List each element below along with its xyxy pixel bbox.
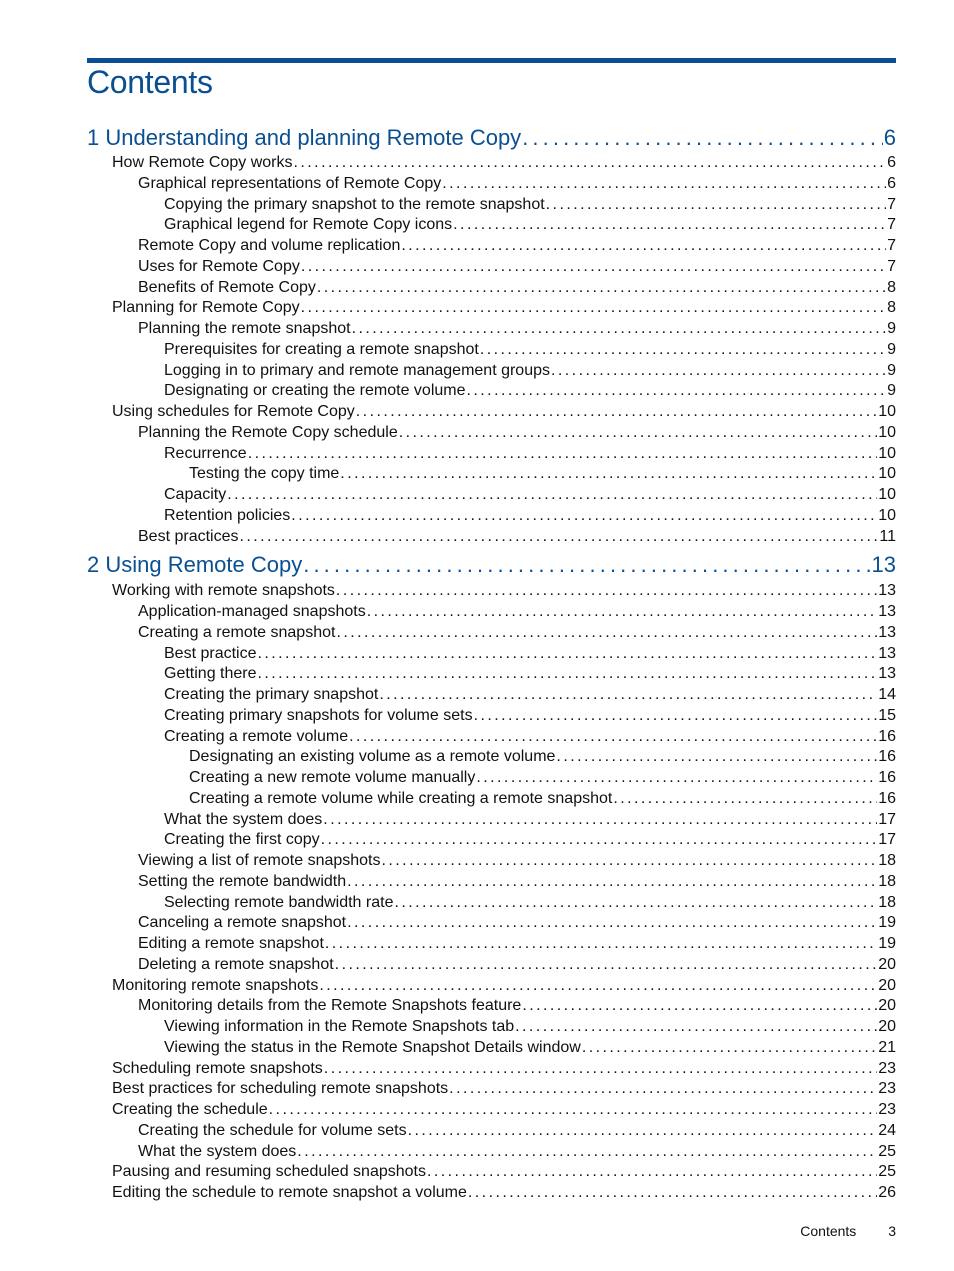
toc-dot-leader <box>556 747 877 768</box>
toc-entry[interactable] <box>87 768 896 789</box>
toc-entry-page: 10 <box>878 403 896 420</box>
toc-dot-leader <box>321 830 878 851</box>
toc-dot-leader <box>317 278 886 299</box>
toc-dot-leader <box>227 485 877 506</box>
toc-entry-title: Creating a remote snapshot <box>138 623 336 641</box>
toc-entry-title: Deleting a remote snapshot <box>138 955 334 973</box>
toc-dot-leader <box>476 768 877 789</box>
toc-entry-page: 20 <box>878 997 896 1015</box>
toc-entry[interactable] <box>87 913 896 934</box>
toc-entry-title: Copying the primary snapshot to the remote snapshot <box>164 195 545 213</box>
toc-entry-page: 24 <box>878 1121 896 1139</box>
toc-entry-title: Best practices <box>138 527 239 545</box>
toc-entry-page: 9 <box>887 382 896 400</box>
toc-entry-page: 7 <box>887 195 896 213</box>
toc-entry[interactable] <box>87 1059 896 1080</box>
toc-entry-title: Testing the copy time <box>189 465 340 483</box>
toc-entry-page: 9 <box>887 361 896 379</box>
toc-dot-leader <box>399 423 877 444</box>
toc-entry-title: Recurrence <box>164 444 247 462</box>
toc-entry-page: 17 <box>878 831 896 849</box>
toc-dot-leader <box>449 1079 877 1100</box>
toc-entry-title: Viewing information in the Remote Snapshots tab <box>164 1018 515 1035</box>
toc-entry-title: Graphical legend for Remote Copy icons <box>164 216 453 234</box>
toc-dot-leader <box>522 122 883 153</box>
toc-dot-leader <box>551 361 886 382</box>
toc-dot-leader <box>480 340 886 361</box>
toc-entry[interactable] <box>87 976 896 997</box>
toc-entry-page: 18 <box>878 872 896 890</box>
toc-entry[interactable] <box>87 685 896 706</box>
toc-dot-leader <box>325 934 877 955</box>
toc-entry[interactable] <box>87 1038 896 1059</box>
toc-entry-title: Creating a remote volume <box>164 727 349 745</box>
toc-chapter-entry[interactable] <box>87 549 896 581</box>
toc-entry-title: Creating the schedule for volume sets <box>138 1121 407 1139</box>
toc-dot-leader <box>349 727 877 748</box>
toc-entry[interactable] <box>87 215 896 236</box>
toc-entry[interactable] <box>87 996 896 1017</box>
toc-entry-page: 20 <box>878 955 896 973</box>
toc-entry-page: 13 <box>878 623 896 641</box>
toc-dot-leader <box>546 195 886 216</box>
toc-entry-title: Canceling a remote snapshot <box>138 914 347 932</box>
toc-entry-title: Prerequisites for creating a remote snapshot <box>164 340 479 358</box>
toc-entry-title: Pausing and resuming scheduled snapshots <box>112 1163 426 1181</box>
toc-dot-leader <box>301 298 886 319</box>
toc-entry-page: 6 <box>883 125 896 150</box>
toc-entry-page: 6 <box>887 154 896 171</box>
toc-entry[interactable] <box>87 1017 896 1038</box>
toc-entry-page: 10 <box>878 506 896 524</box>
toc-entry[interactable] <box>87 727 896 748</box>
toc-entry[interactable] <box>87 1162 896 1183</box>
toc-dot-leader <box>468 1183 877 1204</box>
toc-entry-title: 1 Understanding and planning Remote Copy <box>87 125 522 150</box>
toc-entry-page: 21 <box>878 1038 896 1056</box>
toc-entry-page: 6 <box>887 174 896 192</box>
toc-entry-title: Working with remote snapshots <box>112 582 335 600</box>
toc-entry[interactable] <box>87 1100 896 1121</box>
toc-dot-leader <box>324 1059 877 1080</box>
toc-dot-leader <box>257 644 877 665</box>
toc-entry-page: 7 <box>887 237 896 254</box>
toc-entry-title: Retention policies <box>164 506 291 524</box>
toc-entry[interactable] <box>87 789 896 810</box>
toc-entry[interactable] <box>87 872 896 893</box>
toc-entry-title: Viewing a list of remote snapshots <box>138 852 381 869</box>
toc-entry-title: Application-managed snapshots <box>138 603 366 620</box>
toc-entry-page: 9 <box>887 340 896 358</box>
toc-dot-leader <box>352 319 887 340</box>
top-rule <box>87 58 896 63</box>
toc-entry-title: 2 Using Remote Copy <box>87 552 303 578</box>
toc-entry-title: What the system does <box>138 1142 297 1160</box>
toc-entry-title: Graphical representations of Remote Copy <box>138 174 442 192</box>
toc-dot-leader <box>319 976 877 997</box>
toc-dot-leader <box>323 810 877 831</box>
toc-entry-page: 9 <box>887 320 896 337</box>
toc-entry-page: 11 <box>879 527 896 545</box>
toc-entry-page: 23 <box>878 1101 896 1118</box>
toc-entry[interactable] <box>87 706 896 727</box>
toc-entry-page: 13 <box>878 603 896 620</box>
toc-entry[interactable] <box>87 1121 896 1142</box>
toc-entry-page: 16 <box>878 727 896 745</box>
toc-dot-leader <box>582 1038 877 1059</box>
toc-entry-title: Monitoring details from the Remote Snapshots feature <box>138 997 522 1015</box>
table-of-contents <box>87 122 896 1204</box>
toc-entry[interactable] <box>87 402 896 423</box>
toc-entry-page: 16 <box>878 789 896 807</box>
toc-entry[interactable] <box>87 581 896 602</box>
toc-entry[interactable] <box>87 361 896 382</box>
toc-dot-leader <box>335 955 878 976</box>
toc-dot-leader <box>408 1121 878 1142</box>
toc-entry-title: Remote Copy and volume replication <box>138 237 401 254</box>
toc-chapter-entry[interactable] <box>87 122 896 153</box>
toc-entry[interactable] <box>87 236 896 257</box>
toc-dot-leader <box>427 1162 877 1183</box>
toc-entry-title: What the system does <box>164 810 323 828</box>
toc-dot-leader <box>269 1100 878 1121</box>
toc-entry-title: Viewing the status in the Remote Snapshot Details window <box>164 1038 581 1056</box>
toc-entry[interactable] <box>87 319 896 340</box>
toc-entry[interactable] <box>87 644 896 665</box>
toc-entry[interactable] <box>87 664 896 685</box>
toc-entry[interactable] <box>87 602 896 623</box>
toc-entry-page: 8 <box>887 278 896 296</box>
toc-entry-page: 23 <box>878 1059 896 1077</box>
toc-entry-page: 13 <box>878 644 896 662</box>
toc-dot-leader <box>258 664 878 685</box>
toc-entry-title: Editing a remote snapshot <box>138 935 324 952</box>
footer-label: Contents <box>800 1223 857 1239</box>
toc-dot-leader <box>297 1142 877 1163</box>
toc-dot-leader <box>394 893 877 914</box>
toc-entry-title: Editing the schedule to remote snapshot a volume <box>112 1184 467 1201</box>
toc-dot-leader <box>336 623 877 644</box>
toc-entry-page: 10 <box>878 465 896 483</box>
toc-entry-title: Designating an existing volume as a remote volume <box>189 748 556 766</box>
toc-entry-page: 20 <box>878 976 896 994</box>
toc-entry[interactable] <box>87 851 896 872</box>
toc-entry-title: Best practice <box>164 644 257 662</box>
toc-entry-page: 19 <box>878 914 896 932</box>
toc-dot-leader <box>347 872 877 893</box>
toc-entry-title: Capacity <box>164 486 227 503</box>
toc-dot-leader <box>382 851 878 872</box>
toc-entry[interactable] <box>87 830 896 851</box>
toc-entry-title: Using schedules for Remote Copy <box>112 403 355 420</box>
toc-entry[interactable] <box>87 153 896 174</box>
toc-entry-title: Designating or creating the remote volume <box>164 382 466 400</box>
toc-entry-title: How Remote Copy works <box>112 154 293 171</box>
toc-entry-page: 23 <box>878 1080 896 1098</box>
toc-dot-leader <box>379 685 877 706</box>
toc-entry-page: 18 <box>878 893 896 911</box>
toc-entry[interactable] <box>87 1183 896 1204</box>
toc-entry-title: Monitoring remote snapshots <box>112 976 319 994</box>
toc-dot-leader <box>301 257 886 278</box>
toc-entry-page: 25 <box>878 1163 896 1181</box>
toc-entry[interactable] <box>87 278 896 299</box>
toc-entry[interactable] <box>87 506 896 527</box>
toc-entry-title: Creating the first copy <box>164 831 320 849</box>
toc-entry-title: Creating primary snapshots for volume sets <box>164 706 473 724</box>
toc-entry-page: 13 <box>871 552 896 578</box>
toc-dot-leader <box>474 706 878 727</box>
toc-entry[interactable] <box>87 257 896 278</box>
toc-entry-page: 8 <box>887 299 896 317</box>
toc-entry-title: Creating the schedule <box>112 1101 268 1118</box>
toc-entry-page: 15 <box>878 706 896 724</box>
toc-entry-page: 18 <box>878 852 896 869</box>
toc-entry-title: Getting there <box>164 665 257 683</box>
toc-dot-leader <box>467 381 887 402</box>
toc-dot-leader <box>515 1017 877 1038</box>
toc-entry[interactable] <box>87 423 896 444</box>
toc-entry-page: 16 <box>878 748 896 766</box>
toc-dot-leader <box>356 402 877 423</box>
toc-entry-page: 20 <box>878 1018 896 1035</box>
toc-dot-leader <box>367 602 878 623</box>
toc-entry[interactable] <box>87 174 896 195</box>
toc-entry-title: Scheduling remote snapshots <box>112 1059 323 1077</box>
toc-dot-leader <box>336 581 877 602</box>
toc-dot-leader <box>401 236 886 257</box>
toc-entry-page: 25 <box>878 1142 896 1160</box>
toc-entry[interactable] <box>87 1142 896 1163</box>
toc-entry-title: Planning the Remote Copy schedule <box>138 423 398 441</box>
toc-entry[interactable] <box>87 527 896 548</box>
toc-dot-leader <box>303 549 870 581</box>
toc-entry[interactable] <box>87 810 896 831</box>
page-footer <box>800 1223 896 1239</box>
toc-dot-leader <box>347 913 877 934</box>
toc-entry[interactable] <box>87 340 896 361</box>
toc-entry[interactable] <box>87 623 896 644</box>
toc-entry-title: Planning for Remote Copy <box>112 299 300 317</box>
toc-dot-leader <box>340 464 877 485</box>
toc-entry-title: Uses for Remote Copy <box>138 257 300 275</box>
toc-entry-title: Logging in to primary and remote management groups <box>164 361 550 379</box>
toc-dot-leader <box>453 215 886 236</box>
toc-entry[interactable] <box>87 444 896 465</box>
toc-entry[interactable] <box>87 381 896 402</box>
toc-entry-page: 26 <box>878 1184 896 1201</box>
toc-entry[interactable] <box>87 893 896 914</box>
toc-entry-title: Benefits of Remote Copy <box>138 278 316 296</box>
toc-entry[interactable] <box>87 195 896 216</box>
toc-entry[interactable] <box>87 955 896 976</box>
toc-entry-page: 13 <box>878 665 896 683</box>
toc-dot-leader <box>442 174 886 195</box>
toc-dot-leader <box>613 789 877 810</box>
page-title: Contents <box>87 64 213 100</box>
toc-entry-page: 10 <box>878 486 896 503</box>
toc-dot-leader <box>239 527 878 548</box>
toc-entry-title: Setting the remote bandwidth <box>138 872 347 890</box>
toc-entry-page: 13 <box>878 582 896 600</box>
toc-entry-page: 10 <box>878 444 896 462</box>
toc-entry-title: Selecting remote bandwidth rate <box>164 893 394 911</box>
toc-entry-title: Best practices for scheduling remote snapshots <box>112 1080 449 1098</box>
toc-entry-page: 14 <box>878 686 896 703</box>
toc-entry-page: 7 <box>887 257 896 275</box>
toc-dot-leader <box>294 153 887 174</box>
toc-entry-page: 17 <box>878 810 896 828</box>
toc-dot-leader <box>522 996 877 1017</box>
toc-entry[interactable] <box>87 747 896 768</box>
toc-entry-title: Creating the primary snapshot <box>164 686 379 703</box>
toc-entry-title: Creating a new remote volume manually <box>189 769 476 786</box>
toc-entry-page: 7 <box>887 216 896 234</box>
toc-entry[interactable] <box>87 298 896 319</box>
toc-entry-page: 10 <box>878 423 896 441</box>
toc-entry-page: 19 <box>878 935 896 952</box>
toc-entry-title: Creating a remote volume while creating a remote snapshot <box>189 789 613 807</box>
toc-dot-leader <box>248 444 878 465</box>
toc-entry[interactable] <box>87 464 896 485</box>
toc-entry[interactable] <box>87 485 896 506</box>
toc-entry-title: Planning the remote snapshot <box>138 320 351 337</box>
toc-entry[interactable] <box>87 934 896 955</box>
toc-entry-page: 16 <box>878 769 896 786</box>
footer-page-number: 3 <box>888 1223 896 1239</box>
toc-entry[interactable] <box>87 1079 896 1100</box>
toc-dot-leader <box>291 506 877 527</box>
